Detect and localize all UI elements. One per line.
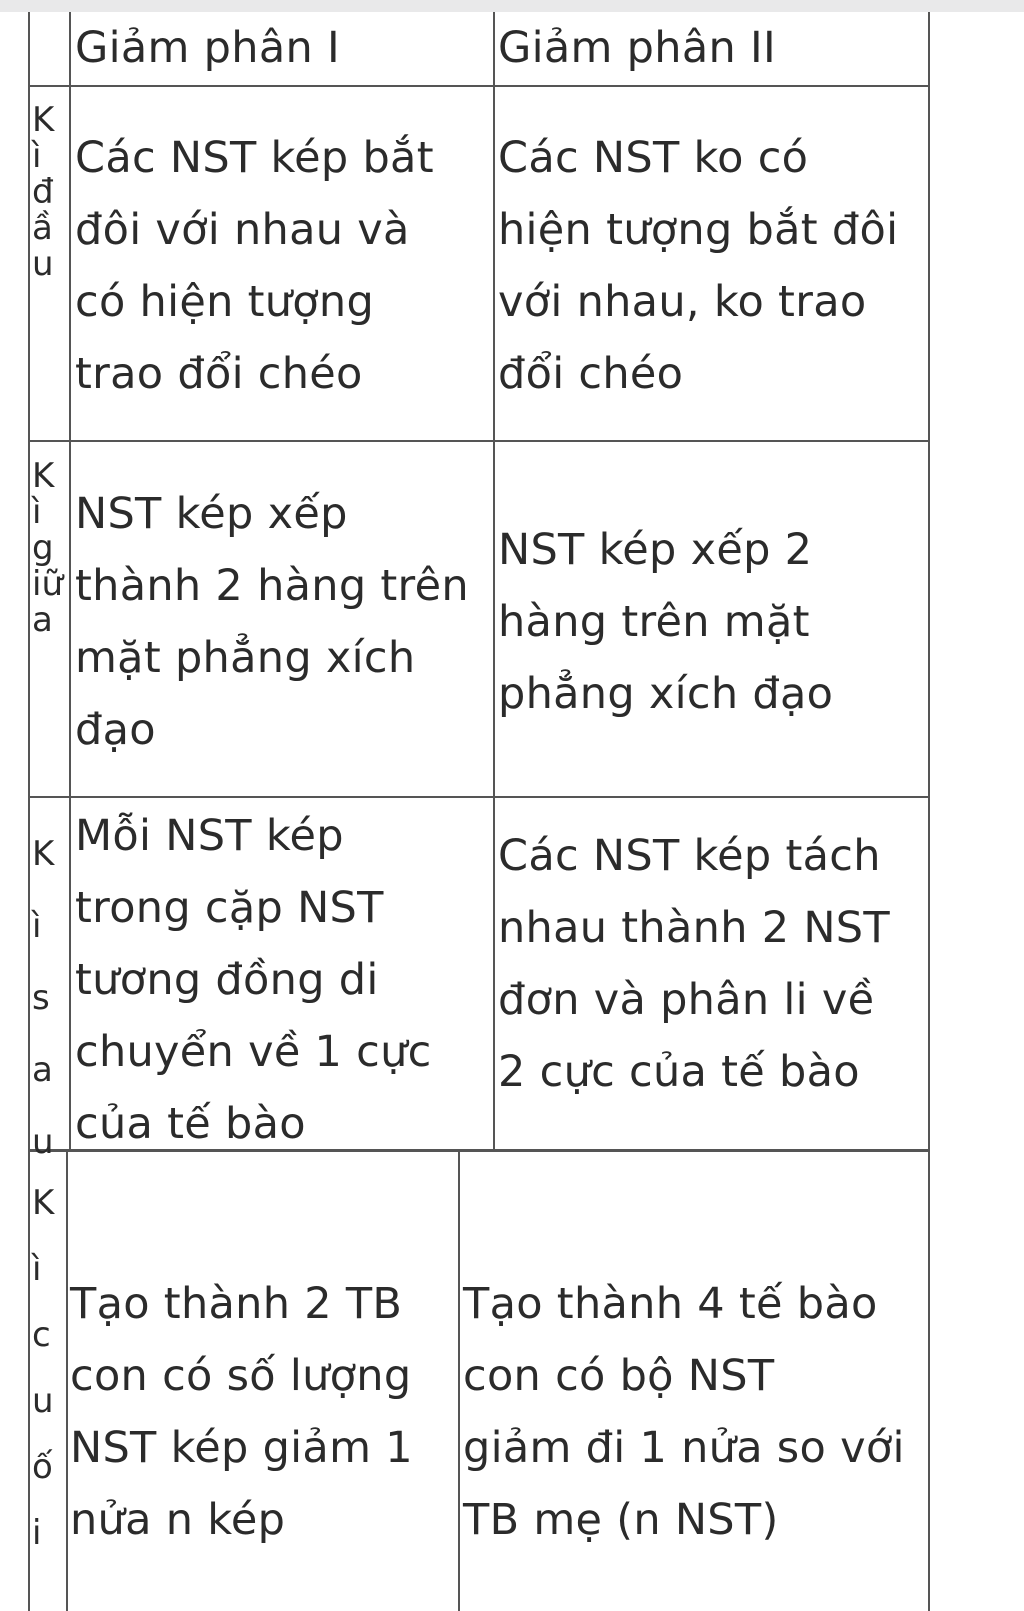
table-line xyxy=(493,12,495,1152)
cell-ki-dau-gp1: Các NST kép bắt đôi với nhau và có hiện tượng trao đổi chéo xyxy=(75,133,434,399)
table-line xyxy=(66,1152,68,1611)
table-line xyxy=(458,1152,460,1611)
stage-label-ki-giua: K ì g iữ a xyxy=(32,456,63,640)
cell-ki-sau-gp2: Các NST kép tách nhau thành 2 NST đơn và phân li về 2 cực của tế bào xyxy=(498,831,890,1097)
table-line xyxy=(28,12,30,1611)
table-line xyxy=(28,85,930,87)
stage-label-ki-dau: K ì đ ầ u xyxy=(32,100,55,284)
cell-ki-sau-gp1: Mỗi NST kép trong cặp NST tương đồng di chuyển về 1 cực của tế bào xyxy=(75,811,432,1149)
table-line xyxy=(28,440,930,442)
header-giam-phan-1: Giảm phân I xyxy=(75,23,340,73)
table-line xyxy=(69,12,71,1152)
comparison-table xyxy=(0,12,1024,1611)
cell-ki-cuoi-gp1: Tạo thành 2 TB con có số lượng NST kép giảm 1 nửa n kép xyxy=(70,1279,413,1545)
table-line xyxy=(928,12,930,1611)
header-giam-phan-2: Giảm phân II xyxy=(498,23,776,73)
table-line xyxy=(28,796,930,798)
cell-ki-giua-gp1: NST kép xếp thành 2 hàng trên mặt phẳng xích đạo xyxy=(75,489,469,755)
cell-ki-cuoi-gp2: Tạo thành 4 tế bào con có bộ NST giảm đi 1 nửa so với TB mẹ (n NST) xyxy=(463,1279,905,1545)
stage-label-ki-cuoi: K ì c u ố i xyxy=(32,1183,55,1553)
stage-label-ki-sau: K ì s a u xyxy=(32,834,55,1162)
top-bar xyxy=(0,0,1024,12)
cell-ki-dau-gp2: Các NST ko có hiện tượng bắt đôi với nhau, ko trao đổi chéo xyxy=(498,133,899,399)
cell-ki-giua-gp2: NST kép xếp 2 hàng trên mặt phẳng xích đạo xyxy=(498,525,834,719)
